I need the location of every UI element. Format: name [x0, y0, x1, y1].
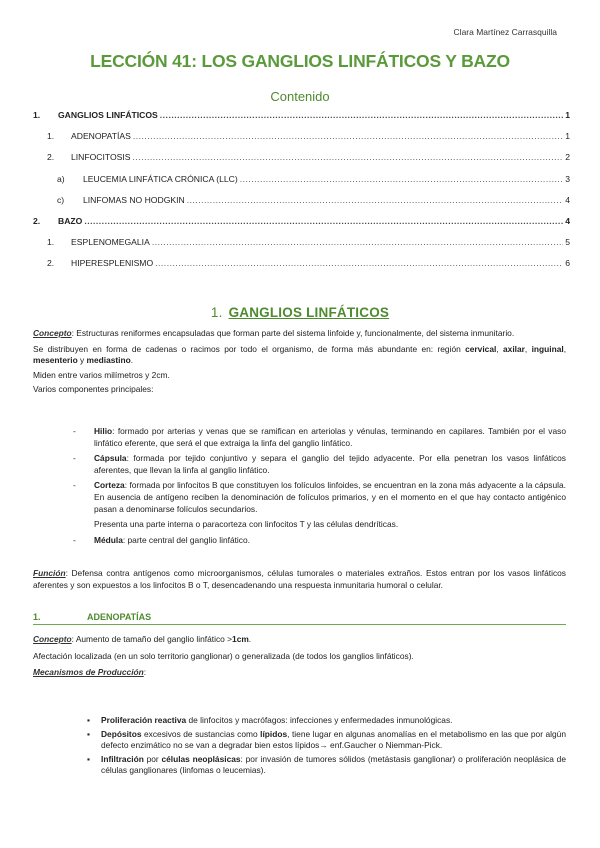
- toc-entry[interactable]: 1. ESPLENOMEGALIA ..... 5: [33, 237, 570, 258]
- toc-entry[interactable]: 2. HIPERESPLENISMO ..... 6: [33, 258, 570, 279]
- toc-entry[interactable]: 2. LINFOCITOSIS ..... 2: [33, 152, 570, 173]
- concepto-paragraph: Concepto: Estructuras reniformes encapsuladas que forman parte del sistema linfoide y, funcionalmente, del sistema inmunitario.: [33, 328, 515, 338]
- list-item: - Corteza: formada por linfocitos B que constituyen los folículos linfoides, se encuentran en la zona más adyacente a la cápsula. En ausencia de antígeno reciben la denominación de folículos primarios, y en el momento en el que hay contacto antigénico pasan a denominarse folículos secundarios.: [73, 480, 566, 514]
- list-item: - Hilio: formado por arterias y venas que se ramifican en arteriolas y vénulas, terminando en capilares. También por el vaso linfático eferente, que será el que extraiga la linfa del ganglio linfático.: [73, 426, 566, 448]
- mecanismos-list: [87, 715, 566, 777]
- section1-intro: [33, 328, 566, 396]
- size-paragraph: Miden entre varios milímetros y 2cm.: [33, 369, 170, 380]
- toc-entry[interactable]: 2. BAZO ..... 4: [33, 216, 570, 237]
- section-heading-adenopatias: 1. ADENOPATÍAS: [33, 612, 566, 625]
- toc-entry[interactable]: 1. GANGLIOS LINFÁTICOS ..... 1: [33, 110, 570, 131]
- list-item: - Médula: parte central del ganglio linfático.: [73, 534, 250, 545]
- paracorteza-note: Presenta una parte interna o paracorteza con linfocitos T y las células dendríticas.: [94, 519, 399, 530]
- section-heading-ganglios: 1. GANGLIOS LINFÁTICOS: [210, 305, 390, 320]
- afectacion-paragraph: Afectación localizada (en un solo territorio ganglionar) o generalizada (de todos los ganglios linfáticos).: [33, 650, 414, 661]
- list-item: ▪ Depósitos excesivos de sustancias como lípidos, tiene lugar en algunas anomalías en el metabolismo en las que por algún defecto enzimático no se van a degradar bien estos lípidos→ enf.Gaucher o Niemman-Pick.: [87, 728, 566, 751]
- page-title: LECCIÓN 41: LOS GANGLIOS LINFÁTICOS Y BAZO: [90, 51, 510, 71]
- list-item: ▪ Infiltración por células neoplásicas: por invasión de tumores sólidos (metástasis ganglionar) o proliferación neoplásica de células ganglionares (linfomas o leucemias).: [87, 753, 566, 776]
- toc-entry[interactable]: a) LEUCEMIA LINFÁTICA CRÓNICA (LLC) ..... 3: [33, 174, 570, 195]
- toc-entry[interactable]: c) LINFOMAS NO HODGKIN ..... 4: [33, 195, 570, 216]
- list-item: - Cápsula: formada por tejido conjuntivo y separa el ganglio del tejido adyacente. Por ella penetran los vasos linfáticos aferentes, que llevan la linfa al ganglio linfático.: [73, 453, 566, 475]
- toc-entry[interactable]: 1. ADENOPATÍAS ..... 1: [33, 131, 570, 152]
- author-header: Clara Martínez Carrasquilla: [453, 27, 557, 37]
- section2-intro: [33, 634, 566, 679]
- distribution-paragraph: Se distribuyen en forma de cadenas o racimos por todo el organismo, de forma más abundante en: región cervical, axilar, inguinal, mesenterio y mediastino.: [33, 343, 567, 366]
- funcion-paragraph: Función: Defensa contra antígenos como microorganismos, células tumorales o materiales extraños. Estos entran por los vasos linfáticos aferentes y son expuestos a los linfocitos B o T, desencadenando una respuesta inmunitaria humoral o celular.: [33, 568, 566, 590]
- concepto-paragraph: Concepto: Aumento de tamaño del ganglio linfático >1cm.: [33, 634, 252, 644]
- components-intro: Varios componentes principales:: [33, 384, 154, 395]
- list-item: ▪ Proliferación reactiva de linfocitos y macrófagos: infecciones y enfermedades inmunológicas.: [87, 715, 453, 725]
- components-list: [73, 426, 566, 546]
- toc-heading: Contenido: [270, 89, 330, 104]
- mecanismos-heading: Mecanismos de Producción:: [33, 667, 147, 678]
- table-of-contents: [33, 110, 570, 280]
